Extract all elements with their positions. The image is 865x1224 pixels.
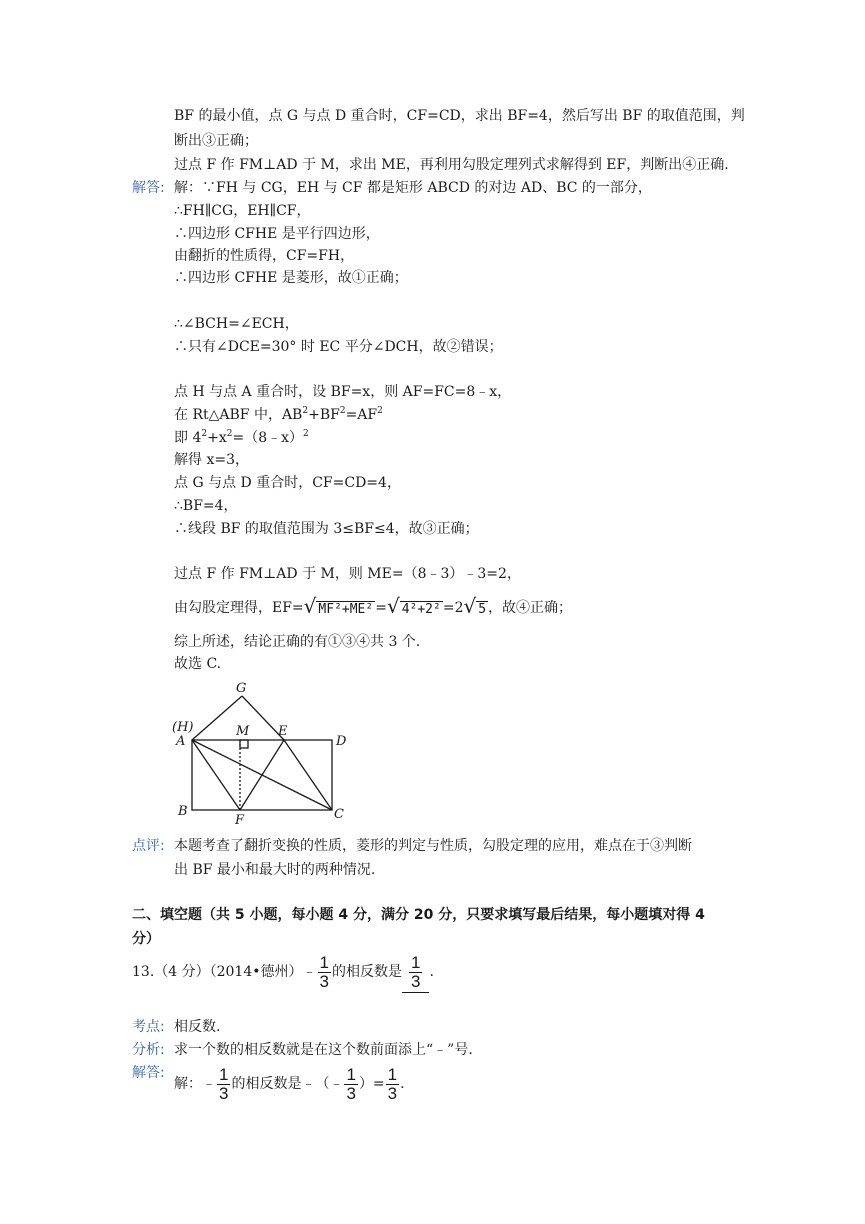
- fraction-one-third: $\frac{1}{3}$: [410, 952, 421, 991]
- jieda-text: 解：﹣ $\frac{1}{3}$ 的相反数是﹣（﹣ $\frac{1}{3}$ ）= $\frac{1}{3}$ .: [174, 1064, 405, 1103]
- kaodian-text: 相反数.: [174, 1019, 221, 1035]
- answer-line-12: 点 G 与点 D 重合时，CF=CD=4，: [174, 475, 401, 491]
- label-f: F: [235, 813, 245, 828]
- comment-line-2: 出 BF 最小和最大时的两种情况.: [174, 862, 376, 878]
- jieda-label: 解答:: [132, 1065, 165, 1081]
- section-heading-line-1: 二、填空题（共 5 小题，每小题 4 分，满分 20 分，只要求填写最后结果，每小题填对得 4: [132, 907, 705, 923]
- sqrt-expression-2: √ 4²+2²: [386, 594, 441, 618]
- answer-line-17: 综上所述，结论正确的有①③④共 3 个.: [174, 634, 421, 650]
- segment-ec: [284, 740, 332, 810]
- answer-line-10: 即 $4^2+x^2=(8﹣x)^2$: [174, 429, 309, 446]
- fenxi-label: 分析:: [132, 1042, 165, 1058]
- answer-blank: [402, 952, 429, 993]
- answer-line-13: ∴BF=4，: [174, 498, 238, 514]
- answer-line-5: ∴四边形 CFHE 是菱形，故①正确；: [174, 270, 408, 286]
- fraction-one-third: $\frac{1}{3}$: [219, 1064, 229, 1103]
- answer-line-14: ∴线段 BF 的取值范围为 3≤BF≤4，故③正确；: [174, 521, 479, 537]
- fenxi-text: 求一个数的相反数就是在这个数前面添上“﹣”号.: [174, 1042, 473, 1058]
- answer-line-1: 解：∵FH 与 CG，EH 与 CF 都是矩形 ABCD 的对边 AD、BC 的一部分，: [174, 180, 652, 196]
- sqrt-expression-3: √ 5: [463, 594, 487, 618]
- answer-line-9: 在 Rt△ABF 中，$AB^2+BF^2=AF^2$: [174, 406, 383, 423]
- segment-af: [192, 740, 240, 810]
- answer-line-7: ∴只有∠DCE=30° 时 EC 平分∠DCH，故②错误；: [174, 339, 503, 355]
- analysis-line-3: 过点 F 作 FM⊥AD 于 M，求出 ME，再利用勾股定理列式求解得到 EF，判断出④正确.: [174, 157, 729, 173]
- geometry-figure: [168, 678, 358, 828]
- question-13: 13.（4 分）（2014•德州）﹣ $\frac{1}{3}$ 的相反数是 $\frac{1}{3}$ .: [132, 952, 434, 993]
- sqrt-expression-1: √ MF²+ME²: [303, 594, 374, 618]
- answer-line-8: 点 H 与点 A 重合时，设 BF=x，则 AF=FC=8﹣x，: [174, 384, 512, 400]
- comment-label: 点评:: [132, 838, 165, 854]
- answer-line-18: 故选 C.: [174, 656, 222, 672]
- answer-line-11: 解得 x=3，: [174, 452, 249, 468]
- answer-label: 解答:: [132, 180, 165, 196]
- analysis-line-2: 断出③正确；: [174, 133, 258, 149]
- answer-line-4: 由翻折的性质得，CF=FH，: [174, 248, 355, 264]
- label-g: G: [236, 681, 247, 696]
- right-angle-mark: [240, 740, 248, 748]
- fraction-one-third: $\frac{1}{3}$: [346, 1064, 356, 1103]
- segment-ac: [192, 740, 332, 810]
- fraction-one-third: $\frac{1}{3}$: [387, 1064, 398, 1103]
- answer-line-6: ∴∠BCH=∠ECH，: [174, 316, 299, 332]
- answer-line-15: 过点 F 作 FM⊥AD 于 M，则 ME=（8﹣3）﹣3=2，: [174, 566, 521, 582]
- label-m: M: [236, 724, 250, 739]
- label-d: D: [336, 734, 347, 749]
- kaodian-label: 考点:: [132, 1019, 165, 1035]
- answer-line-3: ∴四边形 CFHE 是平行四边形，: [174, 226, 380, 242]
- segment-ag: [192, 696, 242, 740]
- answer-line-2: ∴FH∥CG，EH∥CF，: [174, 203, 311, 219]
- comment-line-1: 本题考查了翻折变换的性质，菱形的判定与性质，勾股定理的应用，难点在于③判断: [174, 838, 692, 854]
- analysis-line-1: BF 的最小值，点 G 与点 D 重合时，CF=CD，求出 BF=4，然后写出 BF 的取值范围，判: [174, 108, 745, 124]
- section-heading-line-2: 分）: [132, 931, 160, 947]
- answer-line-16: 由勾股定理得，EF=√ MF²+ME² =√ 4²+2² =2√ 5 ，故④正确；: [174, 594, 572, 622]
- label-h: (H): [172, 720, 194, 735]
- label-e: E: [278, 724, 288, 739]
- fraction-one-third: $\frac{1}{3}$: [319, 952, 329, 991]
- label-b: B: [178, 804, 188, 819]
- label-a: A: [176, 734, 186, 749]
- label-c: C: [334, 807, 344, 822]
